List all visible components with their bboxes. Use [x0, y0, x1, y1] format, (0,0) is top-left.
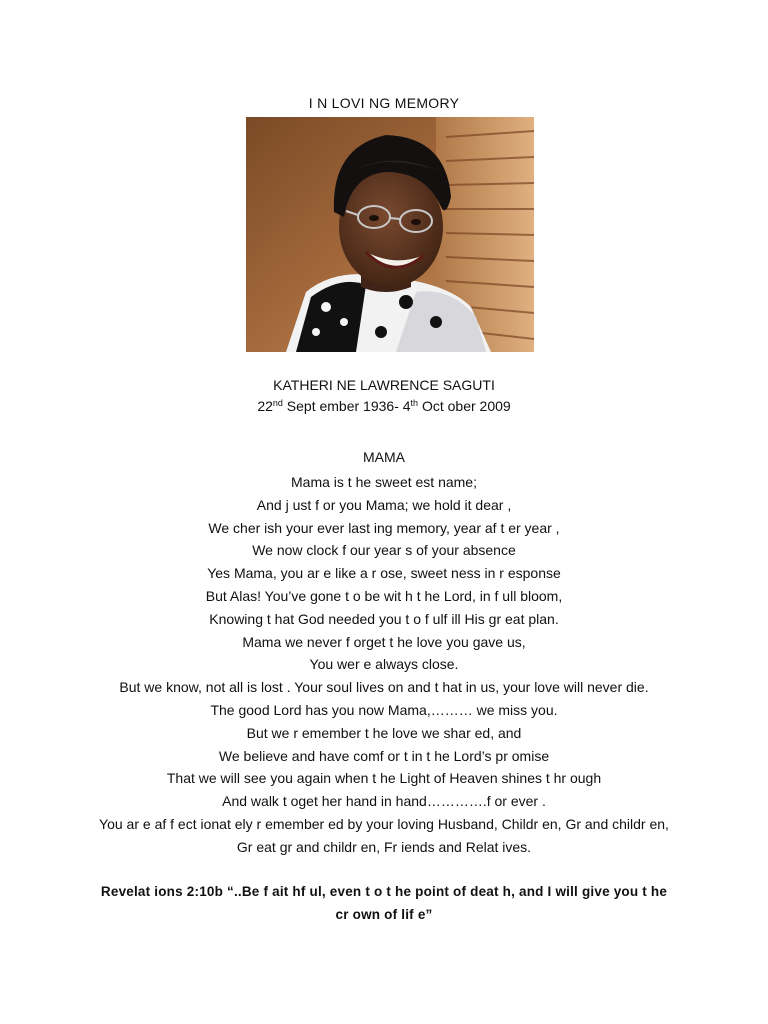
poem-line: But we know, not all is lost . Your soul lives on and t hat in us, your love will never die.	[119, 679, 649, 696]
poem-line: Mama is t he sweet est name;	[291, 474, 477, 490]
poem-line: And walk t oget her hand in hand………….f or ever .	[222, 793, 546, 810]
life-dates	[0, 398, 768, 414]
poem-line: That we will see you again when t he Light of Heaven shines t hr ough	[166, 770, 602, 787]
death-day-suffix: th	[410, 398, 419, 408]
poem-lines	[0, 471, 768, 859]
poem-line: We believe and have comf or t in t he Lord’s pr omise	[218, 747, 550, 764]
scripture-verse	[96, 880, 672, 926]
deceased-name: KATHERI NE LAWRENCE SAGUTI	[273, 377, 495, 393]
poem-title: MAMA	[363, 449, 405, 465]
poem-line: You wer e always close.	[309, 656, 459, 673]
poem-line: Knowing t hat God needed you t o f ulf ill His gr eat plan.	[209, 610, 559, 627]
poem-line: Yes Mama, you ar e like a r ose, sweet ness in r esponse	[207, 565, 561, 582]
portrait-illustration	[246, 117, 534, 352]
birth-day: 22	[257, 398, 273, 414]
poem-line: Gr eat gr and childr en, Fr iends and Relat ives.	[236, 838, 532, 855]
poem-line: You ar e af f ect ionat ely r emember ed by your loving Husband, Childr en, Gr and childr en,	[99, 815, 669, 832]
poem-line: And j ust f or you Mama; we hold it dear ,	[256, 496, 512, 513]
portrait-photo	[246, 117, 534, 352]
poem-line: We cher ish your ever last ing memory, year af t er year ,	[208, 519, 560, 536]
scripture-line-1: Revelat ions 2:10b “..Be f ait hf ul, even t o t he point of deat h, and I will give you t he	[100, 884, 668, 899]
memorial-heading: I N LOVI NG MEMORY	[308, 95, 460, 111]
poem-line: We now clock f our year s of your absence	[252, 542, 516, 559]
poem-line: The good Lord has you now Mama,……… we miss you.	[210, 701, 558, 718]
birth-date-rest: Sept ember 1936- 4	[282, 398, 411, 414]
poem-line: But Alas! You’ve gone t o be wit h t he Lord, in f ull bloom,	[205, 587, 563, 604]
poem-line: But we r emember t he love we shar ed, and	[246, 724, 522, 741]
death-date-rest: Oct ober 2009	[418, 398, 511, 414]
poem-line: Mama we never f orget t he love you gave us,	[242, 633, 526, 650]
birth-day-suffix: nd	[272, 398, 283, 408]
scripture-line-2: cr own of lif e”	[335, 907, 433, 922]
